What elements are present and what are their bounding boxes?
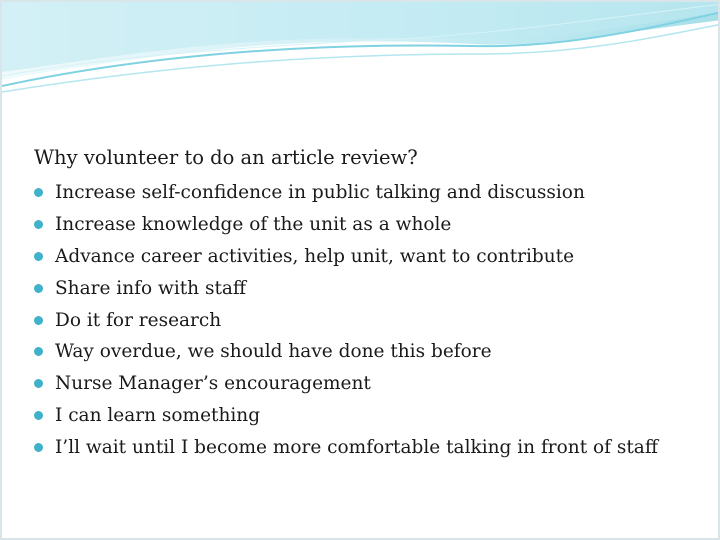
bullet-item	[34, 400, 658, 432]
bullet-item	[34, 241, 658, 273]
bullet-text: Increase knowledge of the unit as a whole	[55, 214, 452, 236]
bullet-item	[34, 368, 658, 400]
bullet-item	[34, 177, 658, 209]
bullet-dot-icon	[34, 220, 43, 229]
bullet-text: Nurse Manager’s encouragement	[55, 373, 371, 395]
bullet-dot-icon	[34, 188, 43, 197]
bullet-item	[34, 431, 658, 463]
bullet-text: I can learn something	[55, 404, 261, 426]
bullet-text: Way overdue, we should have done this before	[55, 341, 492, 363]
bullet-item	[34, 272, 658, 304]
bullet-dot-icon	[34, 252, 43, 261]
bullet-item	[34, 336, 658, 368]
bullet-text: Do it for research	[55, 309, 222, 331]
bullet-dot-icon	[34, 347, 43, 356]
bullet-item	[34, 304, 658, 336]
bullet-text: Advance career activities, help unit, want to contribute	[55, 245, 575, 267]
bullet-dot-icon	[34, 443, 43, 452]
slide-heading: Why volunteer to do an article review?	[34, 146, 418, 169]
header-wave-decoration	[2, 2, 720, 102]
bullet-dot-icon	[34, 411, 43, 420]
bullet-text: I’ll wait until I become more comfortable talking in front of staff	[55, 436, 658, 458]
bullet-list	[34, 177, 658, 463]
bullet-item	[34, 209, 658, 241]
bullet-dot-icon	[34, 284, 43, 293]
bullet-text: Share info with staff	[55, 277, 247, 299]
bullet-text: Increase self-confidence in public talking and discussion	[55, 182, 585, 204]
bullet-dot-icon	[34, 316, 43, 325]
bullet-dot-icon	[34, 379, 43, 388]
